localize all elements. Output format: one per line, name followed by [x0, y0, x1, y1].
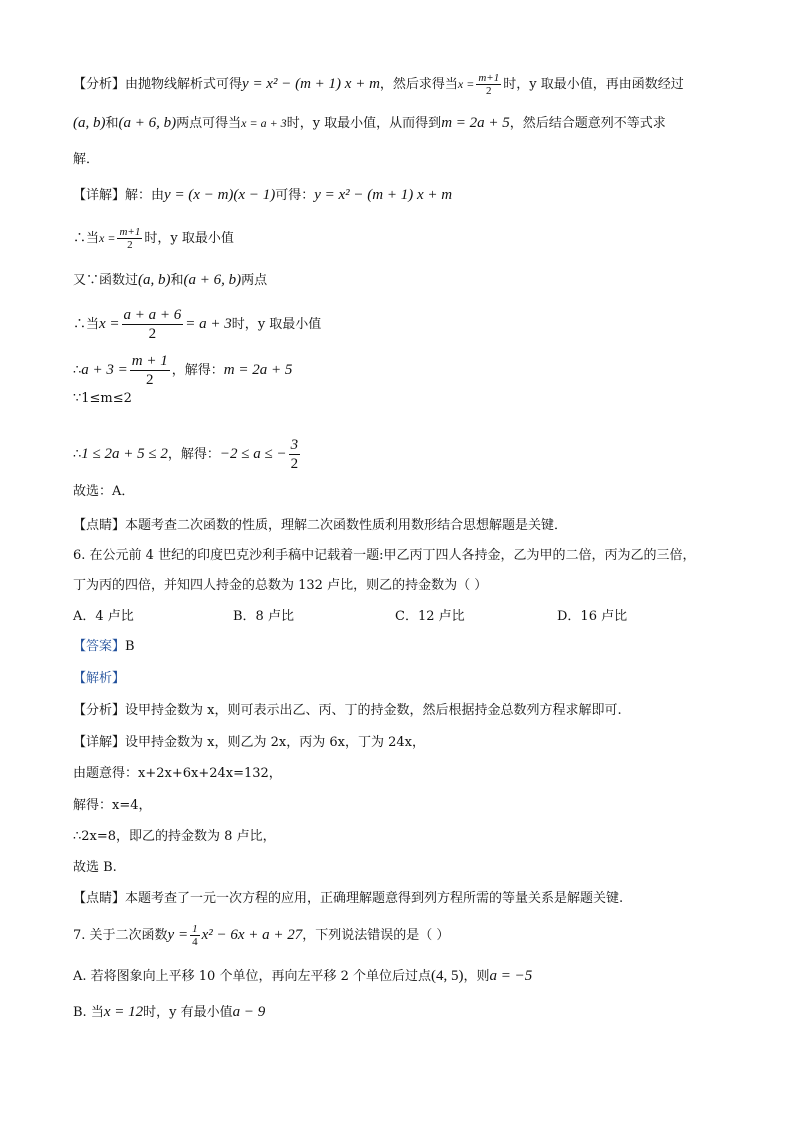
fraction-denominator: 2	[290, 456, 299, 472]
math-expr: y = x² − (m + 1) x + m	[242, 76, 380, 92]
detail-line-2	[73, 226, 234, 251]
text-span: ，解得：	[171, 363, 224, 378]
q7-option-b	[73, 1002, 265, 1023]
analysis-line-1	[73, 72, 684, 97]
text-span: 可得：	[275, 188, 315, 203]
text-span: 设甲持金数为 x，则可表示出乙、丙、丁的持金数，然后根据持金总数列方程求解即可.	[125, 703, 622, 718]
math-expr: a = −5	[489, 968, 533, 984]
math-expr: = a + 3	[185, 316, 232, 332]
detail-tag: 【详解】	[73, 735, 126, 750]
fraction-numerator: 1	[192, 923, 198, 935]
text-span: 本题考查了一元一次方程的应用，正确理解题意得到列方程所需的等量关系是解题关键.	[125, 891, 624, 906]
text-span: ，解得：	[167, 447, 220, 462]
q7-option-a	[73, 966, 532, 987]
text-span: ∴当	[73, 317, 100, 332]
q6-analysis-line	[73, 701, 622, 721]
fraction	[190, 923, 200, 948]
math-expr: 1 ≤ 2a + 5 ≤ 2	[81, 446, 168, 462]
comment-tag: 【点睛】	[73, 891, 126, 906]
math-expr: x = 12	[103, 1004, 144, 1020]
detail-line-1	[73, 185, 452, 206]
fraction	[117, 226, 142, 251]
text-span: 时，	[286, 116, 313, 131]
math-expr: y = (x − m)(x − 1)	[164, 187, 276, 203]
fraction-denominator: 2	[127, 239, 133, 251]
fraction-numerator: m + 1	[131, 353, 168, 369]
analysis-tag: 【分析】	[73, 77, 126, 92]
text-span: y 取最小值	[257, 317, 322, 332]
text-span: y 取最小值，从而得到	[312, 116, 442, 131]
detail-line-5	[73, 352, 292, 389]
detail-line-7	[73, 436, 302, 473]
text-span: ∴	[73, 363, 82, 378]
text-span: 本题考查二次函数的性质，理解二次函数性质利用数形结合思想解题是关键．	[125, 518, 568, 533]
math-expr: x² − 6x + a + 27	[201, 927, 303, 943]
q6-option-b: B．8 卢比	[233, 609, 294, 624]
fraction-denominator: 2	[148, 326, 157, 342]
fraction-denominator: 2	[486, 85, 492, 97]
math-expr: (a, b)	[73, 115, 106, 131]
text-span: ，下列说法错误的是（ ）	[302, 928, 450, 943]
comment-line	[73, 516, 567, 536]
math-expr: m = 2a + 5	[441, 115, 510, 131]
fraction-denominator: 4	[192, 936, 198, 948]
q6-analysis-heading: 【解析】	[73, 671, 126, 686]
answer-value: B	[125, 639, 135, 654]
math-expr: (a + 6, b)	[183, 272, 242, 288]
q7-stem-line	[73, 923, 449, 948]
math-expr: −2 ≤ a ≤ −	[219, 446, 287, 462]
text-span: 由抛物线解析式可得	[125, 77, 243, 92]
math-expr: (4, 5)	[431, 968, 464, 984]
text-span: ，然后求得当	[379, 77, 458, 92]
fraction-numerator: m+1	[119, 226, 141, 238]
text-span: ∴	[73, 447, 82, 462]
text-span: B. 当	[73, 1005, 104, 1020]
text-span: ∵1≤m≤2	[73, 391, 132, 406]
math-expr: x =	[457, 77, 475, 91]
detail-tag: 【详解】	[73, 188, 126, 203]
q6-comment-line	[73, 889, 623, 909]
text-span: A. 若将图象向上平移 10 个单位，再向左平移 2 个单位后过点	[73, 969, 431, 984]
text-span: 两点可得当	[176, 116, 242, 131]
math-expr: y =	[167, 927, 189, 943]
analysis-line-3: 解．	[73, 152, 100, 167]
math-expr: y = x² − (m + 1) x + m	[314, 187, 453, 203]
fraction	[122, 306, 184, 343]
fraction	[476, 72, 501, 97]
text-span: 7. 关于二次函数	[73, 928, 168, 943]
q6-option-d: D．16 卢比	[557, 609, 628, 624]
text-span: 时，y 有最小值	[143, 1005, 233, 1020]
math-expr: x = a + 3	[241, 116, 287, 130]
math-expr: (a, b)	[138, 272, 171, 288]
q6-stem-line-2: 丁为丙的四倍，并知四人持金的总数为 132 卢比，则乙的持金数为（ ）	[73, 578, 488, 593]
math-expr: x =	[99, 231, 116, 245]
answer-tag: 【答案】	[73, 639, 126, 654]
fraction	[289, 436, 301, 473]
text-span: 解：由	[125, 188, 165, 203]
q6-stem-line-1: 6. 在公元前 4 世纪的印度巴克沙利手稿中记载着一题:甲乙丙丁四人各持金，乙为甲的二倍，丙为乙的三倍，	[73, 548, 696, 563]
text-span: ，然后结合题意列不等式求	[509, 116, 666, 131]
analysis-tag: 【分析】	[73, 703, 126, 718]
q6-detail-line-2: 由题意得：x+2x+6x+24x=132，	[73, 766, 282, 781]
text-span: ，则	[463, 969, 490, 984]
text-span: 时，	[144, 231, 171, 246]
fraction-numerator: a + a + 6	[123, 307, 182, 323]
detail-line-3	[73, 270, 267, 291]
text-span: 两点	[241, 273, 268, 288]
fraction	[130, 352, 170, 389]
text-span: 又∵函数过	[73, 273, 139, 288]
q6-detail-line-3: 解得：x=4，	[73, 798, 152, 813]
detail-line-8: 故选：A．	[73, 484, 135, 499]
math-expr: m = 2a + 5	[223, 362, 293, 378]
q6-detail-line-4: ∴2x=8，即乙的持金数为 8 卢比，	[73, 829, 276, 844]
fraction-numerator: 3	[290, 437, 299, 453]
math-expr: a + 3 =	[81, 362, 128, 378]
text-span: 和	[105, 116, 119, 131]
text-span: 时，	[231, 317, 258, 332]
text-span: 和	[170, 273, 184, 288]
text-span: 设甲持金数为 x，则乙为 2x，丙为 6x，丁为 24x，	[125, 735, 425, 750]
q6-answer-line	[73, 637, 135, 657]
q6-detail-line-1	[73, 733, 425, 753]
text-span: y 取最小值	[170, 231, 234, 246]
detail-line-4	[73, 306, 321, 343]
comment-tag: 【点睛】	[73, 518, 126, 533]
q6-option-c: C．12 卢比	[395, 609, 465, 624]
fraction-numerator: m+1	[478, 72, 500, 84]
text-span: ∴当	[73, 231, 100, 246]
math-expr: (a + 6, b)	[118, 115, 177, 131]
detail-line-6	[73, 389, 132, 409]
q6-detail-line-5: 故选 B.	[73, 860, 117, 875]
q6-option-a: A．4 卢比	[73, 609, 134, 624]
math-expr: x =	[99, 316, 120, 332]
text-span: y 取最小值，再由函数经过	[529, 77, 684, 92]
fraction-denominator: 2	[146, 372, 154, 388]
math-expr: a − 9	[232, 1004, 266, 1020]
analysis-line-2	[73, 113, 666, 134]
text-span: 时，	[503, 77, 530, 92]
